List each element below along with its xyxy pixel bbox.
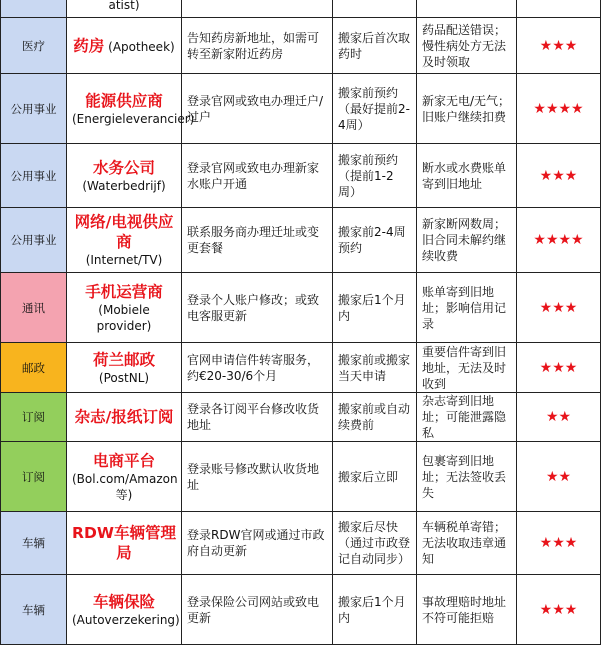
institution-dutch-name: (PostNL) [98,370,150,385]
institution-name: RDW车辆管理局 [72,524,176,562]
method-cell: 登录账号修改默认收货地址 [182,442,333,512]
institution-dutch-name: (Bol.com/Amazon等) [72,471,178,502]
institution-cell [67,74,195,144]
consequence-cell: 账单寄到旧地址；影响信用记录 [417,273,517,343]
category-cell: 订阅 [1,393,67,442]
method-cell: 登录个人账户修改；或致电客服更新 [182,273,333,343]
institution-cell [67,393,182,442]
method-cell: 登录RDW官网或通过市政府自动更新 [182,512,333,575]
category-cell [1,0,67,18]
institution-name: 手机运营商 [85,282,163,301]
table-row [1,575,601,645]
consequence-cell: 新家无电/无气；旧账户继续扣费 [417,74,517,144]
table-row [1,144,601,208]
institution-dutch-name: (Apotheek) [108,39,175,54]
table-row [1,74,601,144]
category-cell: 通讯 [1,273,67,343]
table-row [1,343,601,393]
importance-stars: ★★ [517,393,601,442]
category-cell: 公用事业 [1,208,67,273]
importance-stars: ★★★ [517,144,601,208]
method-cell: 官网申请信件转寄服务，约€20-30/6个月 [182,343,333,393]
timing-cell: 搬家前预约（提前1-2周） [333,144,417,208]
institution-name: 药房 [73,36,105,55]
timing-cell: 搬家前2-4周预约 [333,208,417,273]
timing-cell: 搬家前或搬家当天申请 [333,343,417,393]
institution-name: 杂志/报纸订阅 [74,408,174,426]
importance-stars: ★★★★ [517,74,601,144]
method-cell: 告知药房新地址，如需可转至新家附近药房 [182,18,333,74]
table-row [1,208,601,273]
institution-name: 能源供应商 [85,91,163,110]
timing-cell: 搬家前或自动续费前 [333,393,417,442]
consequence-cell: 断水或水费账单寄到旧地址 [417,144,517,208]
institution-name: 水务公司 [92,158,155,177]
importance-cell [517,0,601,18]
table-row [1,18,601,74]
institution-cell [67,18,182,74]
timing-cell: 搬家后1个月内 [333,273,417,343]
importance-stars: ★★★★ [517,208,601,273]
timing-cell: 搬家前预约（最好提前2-4周） [333,74,417,144]
table-row [1,442,601,512]
institution-cell [67,512,182,575]
table-row [1,393,601,442]
table-row [1,273,601,343]
institution-dutch-name: (Waterbedrijf) [82,178,166,193]
institution-dutch-name: (Energieleverancier) [72,111,195,126]
institution-cell [67,575,182,645]
importance-stars: ★★★ [517,512,601,575]
category-cell: 公用事业 [1,74,67,144]
institution-cell [67,442,182,512]
category-cell: 医疗 [1,18,67,74]
consequence-cell: 车辆税单寄错；无法收取违章通知 [417,512,517,575]
institution-name: 荷兰邮政 [92,350,155,369]
table-row [1,512,601,575]
category-cell: 车辆 [1,512,67,575]
method-cell: 登录官网或致电办理迁户/过户 [182,74,333,144]
table-row-partial [1,0,601,18]
consequence-cell: 新家断网数周；旧合同未解约继续收费 [417,208,517,273]
timing-cell: 搬家后1个月内 [333,575,417,645]
institution-name: 车辆保险 [92,592,155,611]
method-cell: 登录保险公司网站或致电更新 [182,575,333,645]
institution-fragment: atist) [108,0,140,12]
institution-cell [67,144,182,208]
consequence-cell: 包裹寄到旧地址；无法签收丢失 [417,442,517,512]
timing-cell: 搬家后尽快（通过市政登记自动同步） [333,512,417,575]
consequence-cell: 杂志寄到旧地址；可能泄露隐私 [417,393,517,442]
institution-dutch-name: (Mobiele provider) [96,302,152,333]
consequence-cell: 药品配送错误；慢性病处方无法及时领取 [417,18,517,74]
timing-cell: 搬家后首次取药时 [333,18,417,74]
importance-stars: ★★★ [517,575,601,645]
importance-stars: ★★ [517,442,601,512]
timing-cell [333,0,417,18]
consequence-cell [417,0,517,18]
method-cell: 联系服务商办理迁址或变更套餐 [182,208,333,273]
category-cell: 邮政 [1,343,67,393]
importance-stars: ★★★ [517,343,601,393]
method-cell: 登录官网或致电办理新家水账户开通 [182,144,333,208]
category-cell: 车辆 [1,575,67,645]
importance-stars: ★★★ [517,18,601,74]
importance-stars: ★★★ [517,273,601,343]
method-cell: 登录各订阅平台修改收货地址 [182,393,333,442]
consequence-cell: 事故理赔时地址不符可能拒赔 [417,575,517,645]
institution-name: 网络/电视供应商 [74,213,174,251]
category-cell: 订阅 [1,442,67,512]
institution-cell [67,273,182,343]
category-cell: 公用事业 [1,144,67,208]
method-cell [182,0,333,18]
institution-name: 电商平台 [92,451,155,470]
institution-dutch-name: (Internet/TV) [85,253,163,267]
consequence-cell: 重要信件寄到旧地址，无法及时收到 [417,343,517,393]
institution-dutch-name: (Autoverzekering) [72,612,180,627]
institution-cell [67,343,182,393]
timing-cell: 搬家后立即 [333,442,417,512]
institution-cell [67,0,182,18]
institution-cell [67,208,182,273]
